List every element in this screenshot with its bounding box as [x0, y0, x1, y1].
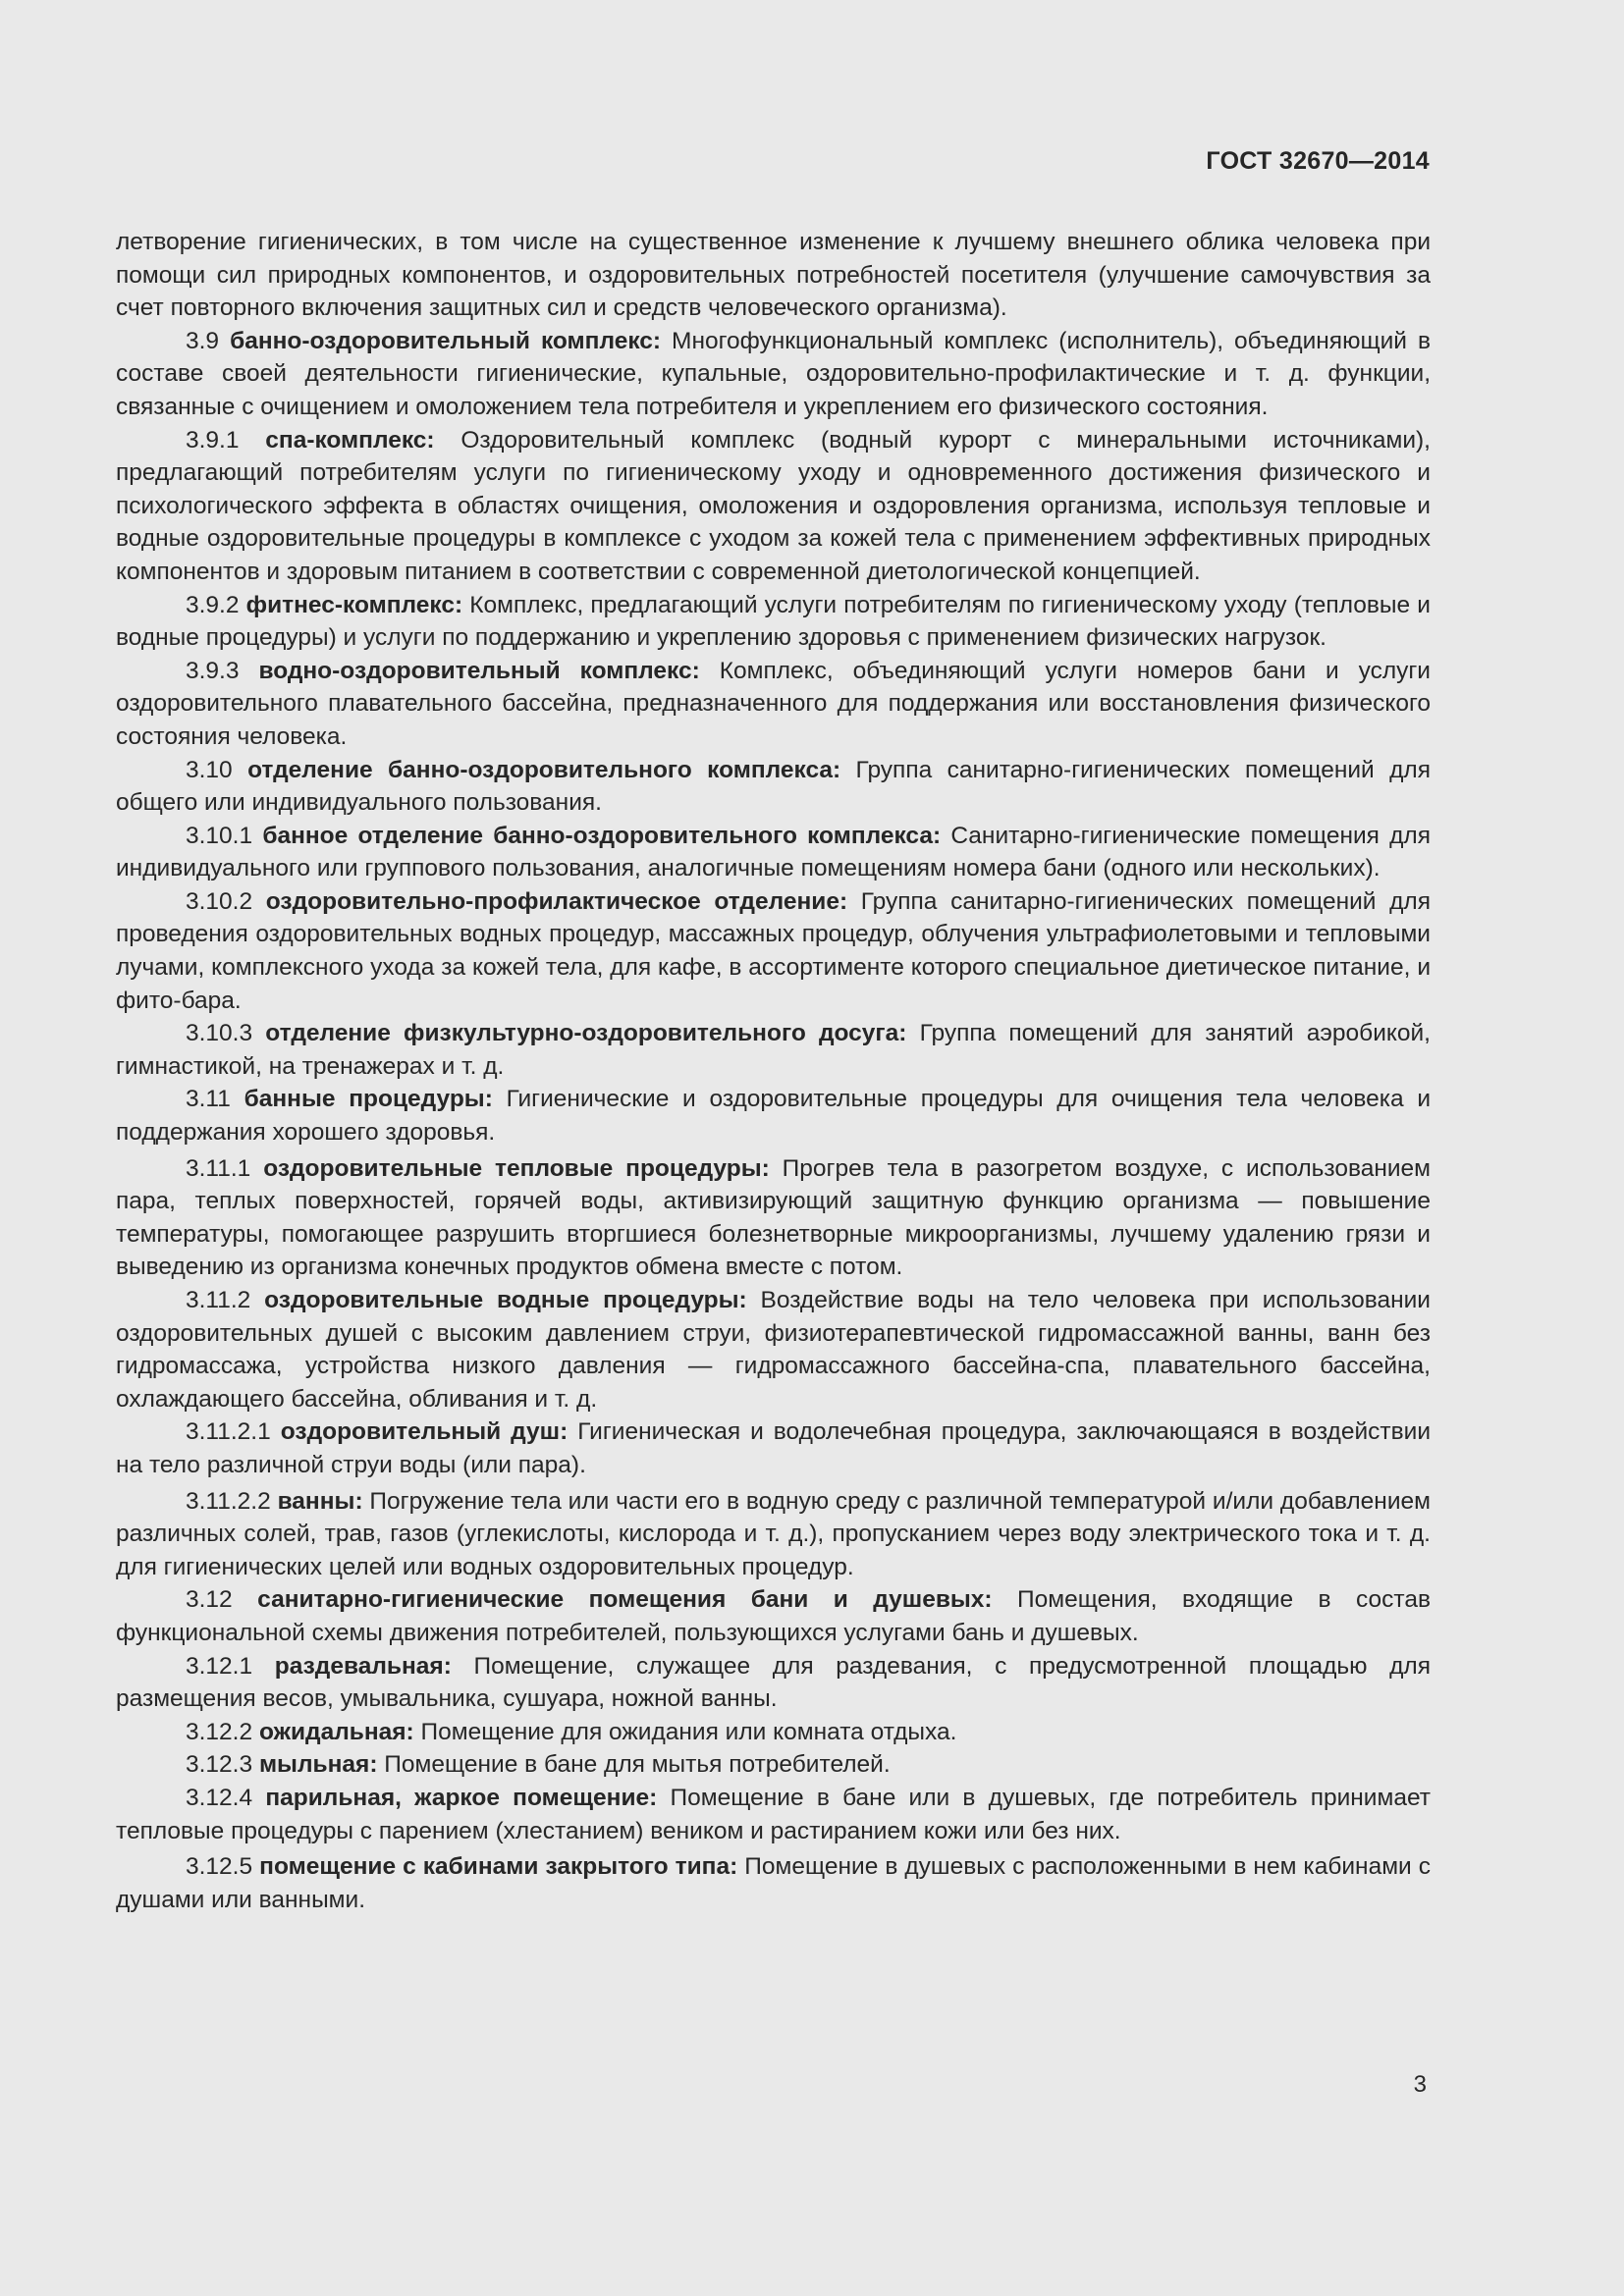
clause-definition: Группа помещений для занятий аэробикой, гимнастикой, на тренажерах и т. д.	[116, 1020, 1431, 1080]
clause-number: 3.10.1	[186, 822, 263, 849]
clause-definition: Группа санитарно-гигиенических помещений для общего или индивидуального пользования.	[116, 756, 1431, 817]
clause-number: 3.9.3	[186, 657, 259, 684]
clause-3-9-1	[116, 424, 1431, 589]
clause-3-11-2-2	[116, 1485, 1431, 1584]
clause-definition: Помещение в бане или в душевых, где потребитель принимает тепловые процедуры с парением (хлестанием) веником и растиранием кожи или без них.	[116, 1784, 1431, 1844]
page-number: 3	[1413, 2071, 1427, 2098]
clause-definition: Многофункциональный комплекс (исполнитель), объединяющий в составе своей деятельности гигиенические, купальные, оздоровительно-профилактические и т. д. функции, связанные с очищением и омоложением тела потребителя и укреплением его физического состояния.	[116, 327, 1431, 420]
clause-3-11-2-1	[116, 1415, 1431, 1481]
clause-definition: Прогрев тела в разогретом воздухе, с использованием пара, теплых поверхностей, горячей воды, активизирующий защитную функцию организма — повышение температуры, помогающее разрушить вторгшиеся болезнетворные микроорганизмы, лучшему удалению грязи и выведению из организма конечных продуктов обмена вместе с потом.	[116, 1154, 1432, 1281]
clause-number: 3.12	[186, 1586, 258, 1614]
standard-designation: ГОСТ 32670—2014	[1206, 147, 1430, 175]
clause-definition: Помещение в душевых с расположенными в нем кабинами с душами или ванными.	[116, 1853, 1431, 1913]
clause-number: 3.11.2.1	[186, 1418, 281, 1446]
clause-3-10-2	[116, 885, 1431, 1017]
clause-definition: Гигиенические и оздоровительные процедуры для очищения тела человека и поддержания хорошего здоровья.	[116, 1086, 1431, 1147]
clause-definition: Комплекс, предлагающий услуги потребителям по гигиеническому уходу (тепловые и водные процедуры) и услуги по поддержанию и укреплению здоровья с применением физических нагрузок.	[116, 591, 1431, 652]
clause-definition: Погружение тела или части его в водную среду с различной температурой и/или добавлением различных солей, трав, газов (углекислоты, кислорода и т. д.), пропусканием через воду электрического тока и т. д. для гигиенических целей или водных оздоровительных процедур.	[116, 1487, 1431, 1580]
document-header	[1206, 147, 1430, 176]
clause-number: 3.11.2.2	[186, 1487, 278, 1515]
clause-3-11	[116, 1083, 1431, 1148]
clause-3-12-3	[116, 1748, 1431, 1782]
clause-3-12-5	[116, 1850, 1431, 1916]
clause-term: отделение банно-оздоровительного комплекса:	[247, 756, 841, 783]
clause-number: 3.12.1	[186, 1652, 275, 1680]
document-body	[116, 226, 1431, 1916]
clause-3-12-2	[116, 1716, 1431, 1749]
clause-term: водно-оздоровительный комплекс:	[258, 657, 700, 684]
clause-definition: Оздоровительный комплекс (водный курорт с минеральными источниками), предлагающий потребителям услуги по гигиеническому уходу и одновременного достижения физического и психологического эффекта в областях очищения, омоложения и оздоровления организма, используя тепловые и водные оздоровительные процедуры в комплексе с уходом за кожей тела с применением эффективных природных компонентов и здоровым питанием в соответствии с современной диетологической концепцией.	[116, 426, 1431, 585]
clause-definition: Помещение, служащее для раздевания, с предусмотренной площадью для размещения весов, умывальника, сушуара, ножной ванны.	[116, 1652, 1431, 1713]
clause-term: помещение с кабинами закрытого типа:	[259, 1853, 738, 1881]
clause-term: раздевальная:	[274, 1652, 452, 1680]
clause-term: банные процедуры:	[244, 1086, 493, 1113]
clause-3-10	[116, 754, 1431, 820]
clause-definition: Группа санитарно-гигиенических помещений для проведения оздоровительных водных процедур, массажных процедур, облучения ультрафиолетовыми и тепловыми лучами, комплексного ухода за кожей тела, для кафе, в ассортименте которого специальное диетическое питание, и фито-бара.	[116, 887, 1431, 1014]
clause-number: 3.11	[186, 1086, 244, 1113]
clause-number: 3.12.3	[186, 1751, 259, 1779]
clause-number: 3.12.4	[186, 1784, 266, 1811]
clause-number: 3.9	[186, 327, 231, 354]
clause-term: спа-комплекс:	[265, 426, 435, 454]
clause-term: банное отделение банно-оздоровительного комплекса:	[262, 822, 942, 849]
clause-3-12	[116, 1583, 1431, 1649]
clause-definition: Комплекс, объединяющий услуги номеров бани и услуги оздоровительного плавательного бассейна, предназначенного для поддержания или восстановления физического состояния человека.	[116, 657, 1431, 750]
clause-3-10-3	[116, 1017, 1431, 1083]
clause-3-11-2	[116, 1284, 1431, 1415]
clause-number: 3.12.2	[186, 1718, 259, 1745]
clause-number: 3.9.1	[186, 426, 266, 454]
clause-3-12-4	[116, 1782, 1431, 1847]
clause-term: ванны:	[277, 1487, 363, 1515]
clause-3-9-2	[116, 589, 1431, 655]
paragraph-text: летворение гигиенических, в том числе на существенное изменение к лучшему внешнего облика человека при помощи сил природных компонентов, и оздоровительных потребностей посетителя (улучшение самочувствия за счет повторного включения защитных сил и средств человеческого организма).	[116, 229, 1431, 322]
clause-definition: Воздействие воды на тело человека при использовании оздоровительных душей с высоким давлением струи, физиотерапевтической гидромассажной ванны, ванн без гидромассажа, устройства низкого давления — гидромассажного бассейна-спа, плавательного бассейна, охлаждающего бассейна, обливания и т. д.	[116, 1287, 1431, 1413]
clause-term: отделение физкультурно-оздоровительного досуга:	[265, 1020, 907, 1047]
clause-term: оздоровительные тепловые процедуры:	[263, 1154, 770, 1182]
clause-definition: Санитарно-гигиенические помещения для индивидуального или группового пользования, аналогичные помещениям номера бани (одного или нескольких).	[116, 822, 1431, 882]
clause-number: 3.9.2	[186, 591, 246, 618]
clause-3-9	[116, 325, 1431, 424]
clause-number: 3.10	[186, 756, 248, 783]
clause-term: оздоровительные водные процедуры:	[264, 1287, 747, 1313]
clause-term: мыльная:	[258, 1751, 378, 1779]
clause-3-11-1	[116, 1152, 1431, 1284]
clause-term: парильная, жаркое помещение:	[265, 1784, 658, 1811]
clause-definition: Помещение для ожидания или комната отдыха.	[413, 1718, 957, 1745]
clause-definition: Помещение в бане для мытья потребителей.	[377, 1751, 891, 1779]
clause-term: фитнес-комплекс:	[245, 591, 463, 618]
clause-number: 3.11.1	[186, 1154, 264, 1182]
clause-number: 3.10.2	[186, 887, 266, 915]
clause-3-10-1	[116, 820, 1431, 885]
clause-term: ожидальная:	[258, 1718, 414, 1745]
clause-term: оздоровительный душ:	[280, 1418, 568, 1446]
clause-3-12-1	[116, 1650, 1431, 1716]
clause-number: 3.10.3	[186, 1020, 266, 1047]
clause-number: 3.11.2	[186, 1287, 265, 1313]
clause-definition: Гигиеническая и водолечебная процедура, заключающаяся в воздействии на тело различной струи воды (или пара).	[116, 1418, 1431, 1478]
clause-number: 3.12.5	[186, 1853, 260, 1881]
clause-term: банно-оздоровительный комплекс:	[230, 327, 662, 354]
clause-3-9-3	[116, 655, 1431, 754]
clause-term: санитарно-гигиенические помещения бани и душевых:	[257, 1586, 993, 1614]
clause-definition: Помещения, входящие в состав функциональной схемы движения потребителей, пользующихся услугами бань и душевых.	[116, 1586, 1431, 1646]
paragraph-continuation	[116, 226, 1431, 325]
clause-term: оздоровительно-профилактическое отделение:	[265, 887, 848, 915]
